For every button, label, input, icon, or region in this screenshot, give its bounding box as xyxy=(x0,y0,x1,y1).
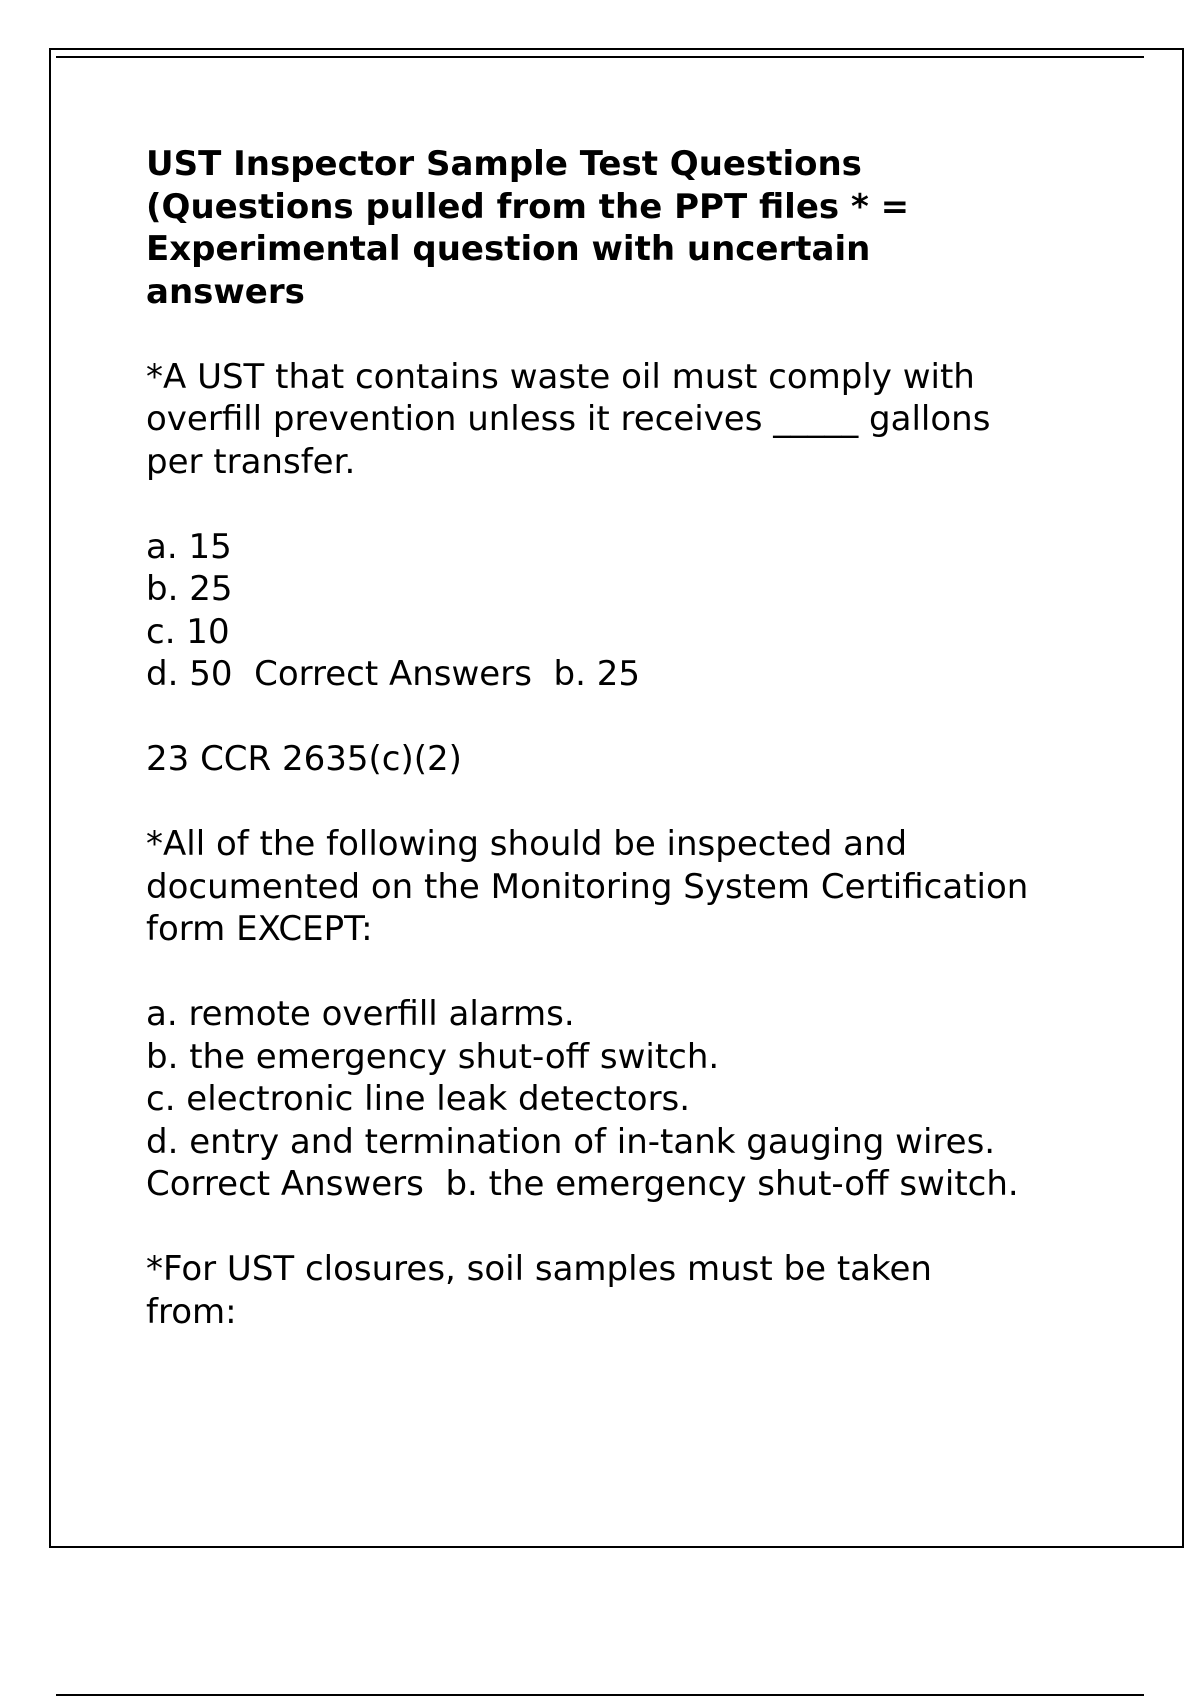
option-line: c. electronic line leak detectors. xyxy=(146,1079,691,1119)
question-line: documented on the Monitoring System Certification xyxy=(146,866,1029,907)
option-line: b. the emergency shut-off switch. xyxy=(146,1036,720,1077)
bottom-rule xyxy=(56,1694,1144,1696)
question-line: overfill prevention unless it receives _____ gallons xyxy=(146,399,991,439)
option-line: a. 15 xyxy=(146,526,232,567)
question-line: form EXCEPT: xyxy=(146,909,373,949)
question-3 xyxy=(146,1248,1126,1333)
option-line: c. 10 xyxy=(146,611,230,652)
question-2 xyxy=(146,823,1126,951)
question-1-options xyxy=(146,526,1126,696)
option-line: d. entry and termination of in-tank gauging wires. xyxy=(146,1121,996,1162)
question-line: from: xyxy=(146,1291,237,1332)
option-line: a. remote overfill alarms. xyxy=(146,994,575,1034)
heading-line: Experimental question with uncertain xyxy=(146,229,871,269)
reference-line: 23 CCR 2635(c)(2) xyxy=(146,739,462,779)
question-1 xyxy=(146,356,1126,484)
question-1-reference xyxy=(146,738,1126,781)
heading-line: (Questions pulled from the PPT files * = xyxy=(146,186,910,227)
option-line: Correct Answers b. the emergency shut-off switch. xyxy=(146,1164,1019,1204)
question-line: *A UST that contains waste oil must comply with xyxy=(146,356,975,397)
question-2-options xyxy=(146,993,1126,1206)
heading-line: UST Inspector Sample Test Questions xyxy=(146,144,862,184)
question-line: per transfer. xyxy=(146,441,356,482)
option-line: d. 50 Correct Answers b. 25 xyxy=(146,654,640,694)
heading-line: answers xyxy=(146,271,305,312)
document-heading xyxy=(146,143,1126,313)
document-body xyxy=(146,143,1126,1376)
question-line: *All of the following should be inspected and xyxy=(146,824,908,864)
question-line: *For UST closures, soil samples must be taken xyxy=(146,1249,932,1289)
option-line: b. 25 xyxy=(146,569,233,609)
